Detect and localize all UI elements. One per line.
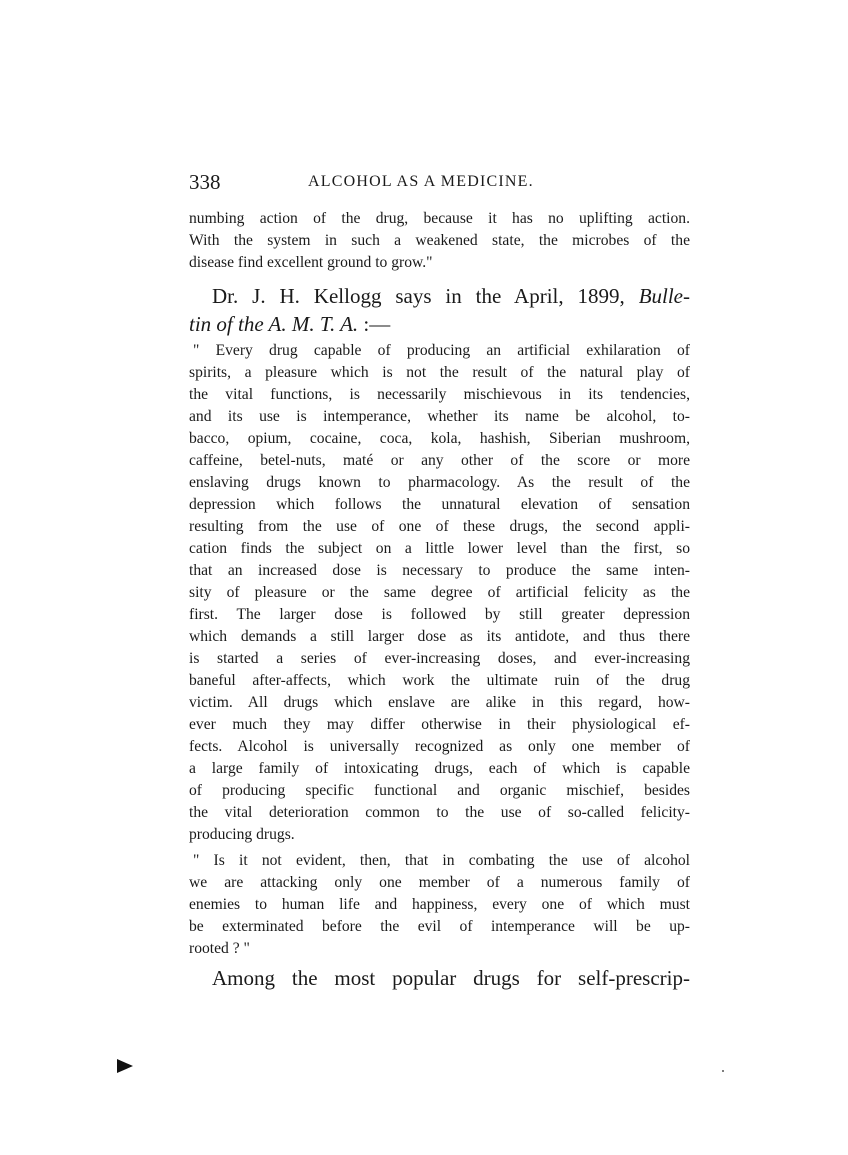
text-line: ever much they may differ otherwise in their physiological ef- [189, 716, 690, 733]
text-line: disease find excellent ground to grow." [189, 254, 433, 271]
text-line: which demands a still larger dose as its antidote, and thus there [189, 628, 690, 645]
text-line: we are attacking only one member of a numerous family of [189, 874, 690, 891]
italic-text: Bulle- [638, 284, 690, 308]
text-line: enslaving drugs known to pharmacology. As the result of the [189, 474, 690, 491]
text-line: With the system in such a weakened state, the microbes of the [189, 232, 690, 249]
text-line: depression which follows the unnatural elevation of sensation [189, 496, 690, 513]
text-line: be exterminated before the evil of intemperance will be up- [189, 918, 690, 935]
text-line: " Every drug capable of producing an artificial exhilaration of [193, 342, 690, 359]
text-line: first. The larger dose is followed by still greater depression [189, 606, 690, 623]
text-line: rooted ? " [189, 940, 250, 957]
page-header [189, 168, 589, 196]
running-head: ALCOHOL AS A MEDICINE. [308, 173, 534, 190]
page-number: 338 [189, 170, 221, 194]
text-line: " Is it not evident, then, that in combating the use of alcohol [193, 852, 690, 869]
scan-speck [722, 1070, 724, 1072]
text-line: caffeine, betel-nuts, maté or any other of the score or more [189, 452, 690, 469]
text-span: Dr. J. H. Kellogg says in the April, 1899, [212, 284, 625, 308]
text-line: bacco, opium, cocaine, coca, kola, hashish, Siberian mushroom, [189, 430, 690, 447]
text-line: resulting from the use of one of these drugs, the second appli- [189, 518, 690, 535]
text-line: cation finds the subject on a little lower level than the first, so [189, 540, 690, 557]
text-line: producing drugs. [189, 826, 295, 843]
text-line: Among the most popular drugs for self-prescrip- [212, 966, 690, 990]
text-line: enemies to human life and happiness, every one of which must [189, 896, 690, 913]
text-line: the vital functions, is necessarily mischievous in its tendencies, [189, 386, 690, 403]
text-line: is started a series of ever-increasing doses, and ever-increasing [189, 650, 690, 667]
text-line: numbing action of the drug, because it has no uplifting action. [189, 210, 690, 227]
text-line: of producing specific functional and organic mischief, besides [189, 782, 690, 799]
text-line: fects. Alcohol is universally recognized as only one member of [189, 738, 690, 755]
text-line: and its use is intemperance, whether its name be alcohol, to- [189, 408, 690, 425]
text-span: :— [358, 312, 391, 336]
text-line: the vital deterioration common to the use of so-called felicity- [189, 804, 690, 821]
italic-text: tin of the A. M. T. A. [189, 312, 359, 336]
text-line: that an increased dose is necessary to produce the same inten- [189, 562, 690, 579]
text-line [212, 282, 690, 310]
text-line [189, 310, 690, 338]
corner-mark-icon [117, 1059, 133, 1073]
text-line: baneful after-affects, which work the ultimate ruin of the drug [189, 672, 690, 689]
text-line: sity of pleasure or the same degree of artificial felicity as the [189, 584, 690, 601]
text-line: victim. All drugs which enslave are alike in this regard, how- [189, 694, 690, 711]
text-line: spirits, a pleasure which is not the result of the natural play of [189, 364, 690, 381]
text-line: a large family of intoxicating drugs, each of which is capable [189, 760, 690, 777]
